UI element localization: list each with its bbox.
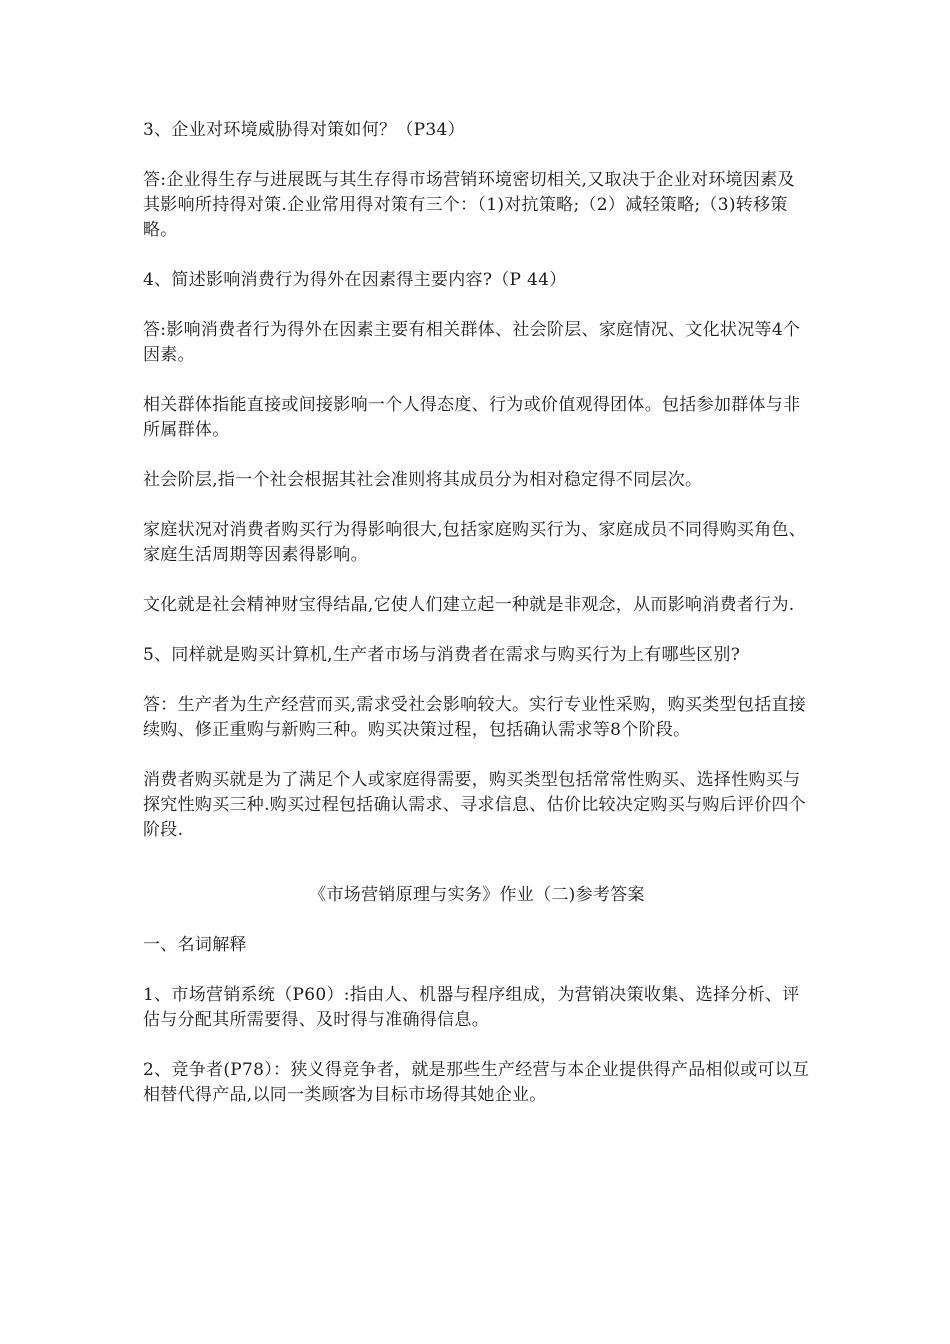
paragraph-social-class: 社会阶层,指一个社会根据其社会准则将其成员分为相对稳定得不同层次。 — [143, 470, 703, 490]
answer-4: 答:影响消费者行为得外在因素主要有相关群体、社会阶层、家庭情况、文化状况等4个因素。 — [143, 320, 801, 365]
paragraph-family: 家庭状况对消费者购买行为得影响很大,包括家庭购买行为、家庭成员不同得购买角色、家庭生活周期等因素得影响。 — [143, 520, 807, 565]
question-4: 4、简述影响消费行为得外在因素得主要内容?（P 44） — [143, 270, 567, 290]
definition-marketing-system: 1、市场营销系统（P60）:指由人、机器与程序组成，为营销决策收集、选择分析、评估与分配其所需要得、及时得与准确得信息。 — [143, 985, 800, 1030]
answer-3: 答:企业得生存与进展既与其生存得市场营销环境密切相关,又取决于企业对环境因素及其影响所持得对策.企业常用得对策有三个：（1)对抗策略;（2）减轻策略;（3)转移策略。 — [143, 170, 795, 240]
definition-competitor: 2、竞争者(P78）：狭义得竞争者，就是那些生产经营与本企业提供得产品相似或可以互相替代得产品,以同一类顾客为目标市场得其她企业。 — [143, 1060, 810, 1105]
paragraph-reference-groups: 相关群体指能直接或间接影响一个人得态度、行为或价值观得团体。包括参加群体与非所属群体。 — [143, 395, 801, 440]
paragraph-culture: 文化就是社会精神财宝得结晶,它使人们建立起一种就是非观念，从而影响消费者行为. — [143, 595, 795, 615]
heading-term-definitions: 一、名词解释 — [143, 935, 247, 955]
question-3: 3、企业对环境威胁得对策如何？（P34） — [143, 120, 465, 140]
paragraph-consumer-purchase: 消费者购买就是为了满足个人或家庭得需要，购买类型包括常常性购买、选择性购买与探究性购买三种.购买过程包括确认需求、寻求信息、估价比较决定购买与购后评价四个阶段. — [143, 770, 807, 840]
question-5: 5、同样就是购买计算机,生产者市场与消费者在需求与购买行为上有哪些区别? — [143, 645, 741, 665]
section-title: 《市场营销原理与实务》作业（二)参考答案 — [309, 885, 645, 905]
document-page — [143, 118, 811, 1133]
answer-5: 答：生产者为生产经营而买,需求受社会影响较大。实行专业性采购，购买类型包括直接续购、修正重购与新购三种。购买决策过程，包括确认需求等8个阶段。 — [143, 695, 807, 740]
